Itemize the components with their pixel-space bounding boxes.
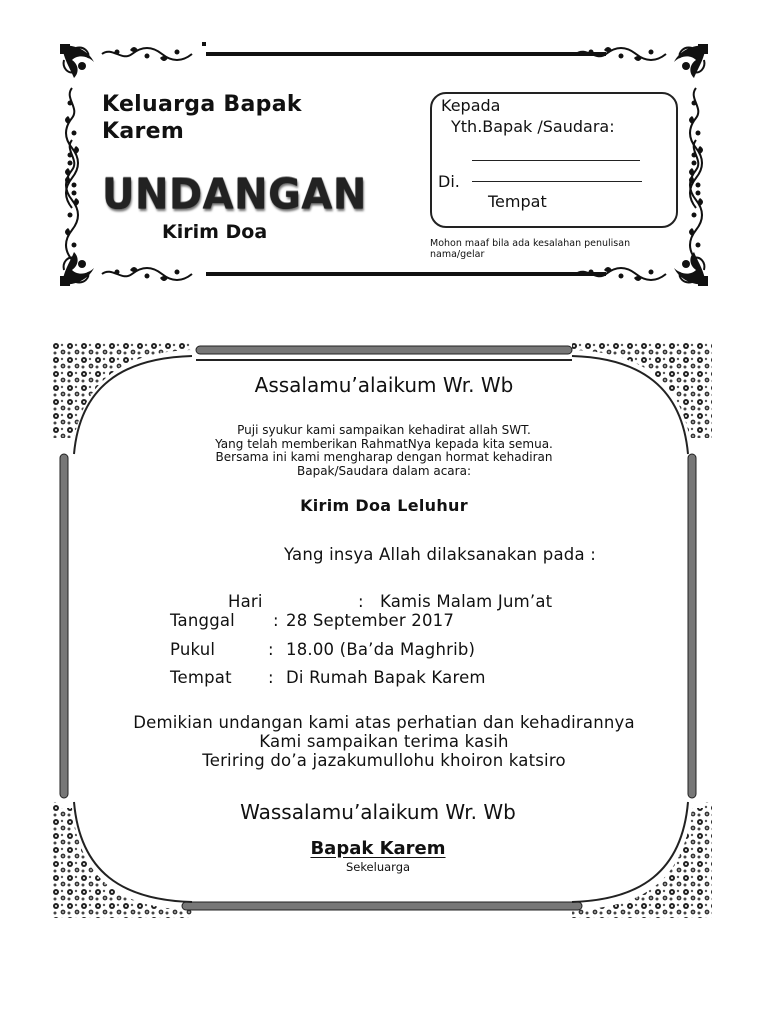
intro-line: Bapak/Saudara dalam acara: [297, 463, 471, 478]
detail-value-date: 28 September 2017 [286, 611, 455, 630]
detail-label-place: Tempat [170, 668, 232, 687]
detail-label-time: Pukul [170, 640, 216, 659]
cut-off-text [170, 244, 260, 250]
apology-note: Mohon maaf bila ada kesalahan penulisan nama/gelar [430, 238, 631, 260]
intro-paragraph [0, 424, 768, 478]
detail-label-day: Hari [228, 592, 263, 611]
signer-name-text: Bapak Karem [310, 838, 446, 859]
envelope-subtitle: Kirim Doa [162, 221, 268, 243]
detail-colon: : [273, 611, 279, 630]
detail-colon: : [268, 640, 274, 659]
detail-label-date: Tanggal [170, 611, 235, 630]
detail-value-day: Kamis Malam Jum’at [380, 592, 553, 611]
family-name: Keluarga Bapak Karem [102, 92, 302, 144]
detail-colon: : [358, 592, 364, 611]
intro-line: Bersama ini kami mengharap dengan hormat kehadiran [215, 450, 553, 464]
to-label: Kepada [441, 96, 501, 115]
place-label: Tempat [488, 192, 547, 211]
closing-line: Teriring do’a jazakumullohu khoiron katsiro [202, 751, 566, 770]
held-on-text: Yang insya Allah dilaksanakan pada : [284, 545, 596, 564]
event-name: Kirim Doa Leluhur [300, 496, 468, 515]
invitation-title: UNDANGAN [102, 170, 367, 220]
recipient-address-line[interactable] [472, 181, 642, 182]
di-label: Di. [438, 172, 460, 191]
detail-colon: : [268, 668, 274, 687]
recipient-label: Yth.Bapak /Saudara: [451, 117, 615, 136]
closing-line: Kami sampaikan terima kasih [259, 732, 509, 751]
signer-subtitle: Sekeluarga [345, 860, 411, 874]
greeting-close: Wassalamu’alaikum Wr. Wb [240, 800, 516, 824]
intro-line: Yang telah memberikan RahmatNya kepada kita semua. [215, 436, 553, 451]
closing-paragraph [0, 713, 768, 770]
detail-value-time: 18.00 (Ba’da Maghrib) [286, 640, 476, 659]
closing-line: Demikian undangan kami atas perhatian dan kehadirannya [133, 713, 635, 732]
signer-name [0, 838, 756, 859]
greeting-open: Assalamu’alaikum Wr. Wb [254, 373, 514, 397]
recipient-name-line[interactable] [472, 160, 640, 161]
intro-line: Puji syukur kami sampaikan kehadirat allah SWT. [237, 423, 531, 437]
detail-value-place: Di Rumah Bapak Karem [286, 668, 486, 687]
